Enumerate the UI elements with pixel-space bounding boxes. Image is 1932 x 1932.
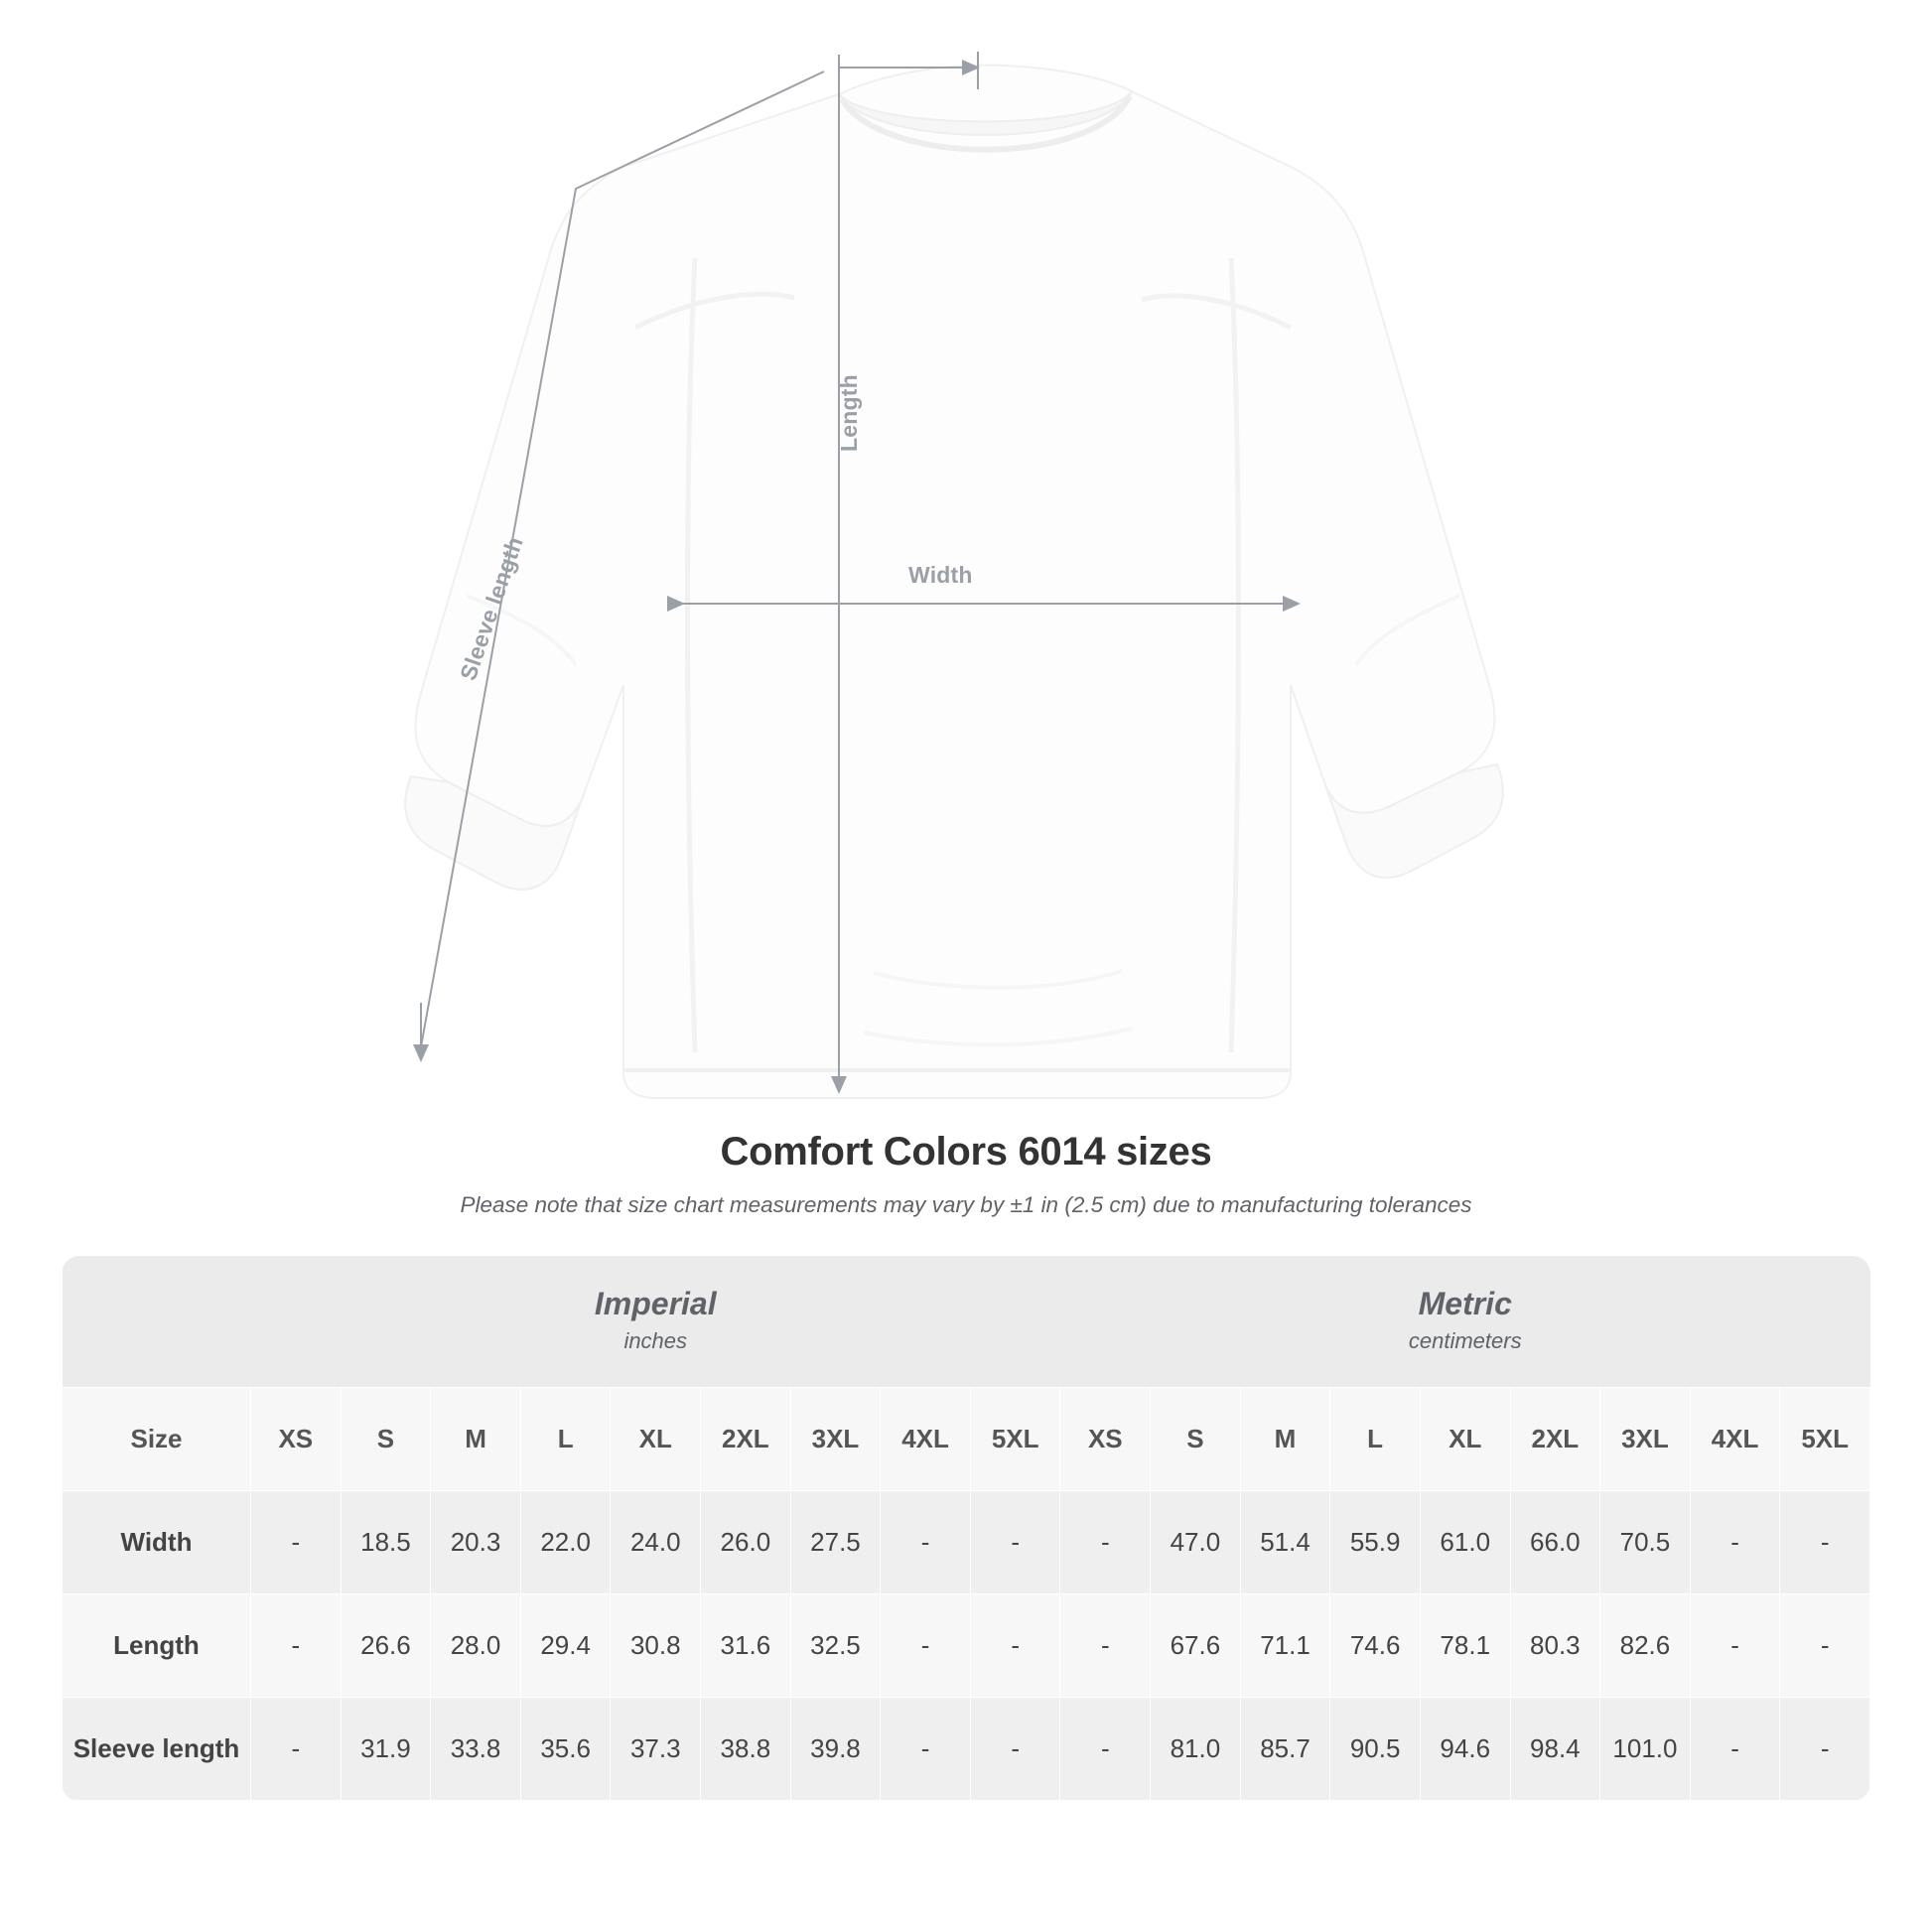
cell: 85.7: [1240, 1697, 1330, 1800]
cell: -: [881, 1593, 971, 1697]
cell: 70.5: [1600, 1490, 1691, 1593]
size-column-label: Size: [63, 1387, 251, 1490]
header-metric-4xl: 4XL: [1690, 1387, 1780, 1490]
cell: -: [1780, 1697, 1870, 1800]
cell: 66.0: [1510, 1490, 1600, 1593]
cell: 27.5: [790, 1490, 881, 1593]
cell: 90.5: [1330, 1697, 1421, 1800]
header-metric-s: S: [1151, 1387, 1241, 1490]
length-label: Length: [836, 374, 862, 452]
cell: 26.6: [341, 1593, 431, 1697]
cell: -: [1690, 1697, 1780, 1800]
cell: -: [251, 1593, 342, 1697]
cell: -: [881, 1490, 971, 1593]
heading-block: [0, 1130, 1932, 1218]
header-imperial-5xl: 5XL: [970, 1387, 1060, 1490]
header-metric-xl: XL: [1420, 1387, 1510, 1490]
unit-metric-sub: centimeters: [1408, 1328, 1522, 1354]
cell: 101.0: [1600, 1697, 1691, 1800]
cell: -: [251, 1697, 342, 1800]
cell: -: [970, 1697, 1060, 1800]
cell: 98.4: [1510, 1697, 1600, 1800]
cell: 24.0: [611, 1490, 701, 1593]
cell: -: [251, 1490, 342, 1593]
row-label-length: Length: [63, 1593, 251, 1697]
cell: -: [970, 1593, 1060, 1697]
cell: 20.3: [431, 1490, 521, 1593]
cell: 39.8: [790, 1697, 881, 1800]
cell: -: [1780, 1593, 1870, 1697]
cell: 33.8: [431, 1697, 521, 1800]
unit-metric: [1060, 1256, 1870, 1387]
cell: 94.6: [1420, 1697, 1510, 1800]
cell: 29.4: [520, 1593, 611, 1697]
cell: 47.0: [1151, 1490, 1241, 1593]
header-imperial-s: S: [341, 1387, 431, 1490]
cell: 26.0: [701, 1490, 791, 1593]
cell: 18.5: [341, 1490, 431, 1593]
cell: 32.5: [790, 1593, 881, 1697]
header-imperial-l: L: [520, 1387, 611, 1490]
cell: -: [1060, 1490, 1151, 1593]
header-metric-xs: XS: [1060, 1387, 1151, 1490]
cell: -: [1060, 1593, 1151, 1697]
row-label-width: Width: [63, 1490, 251, 1593]
cell: 55.9: [1330, 1490, 1421, 1593]
header-metric-2xl: 2XL: [1510, 1387, 1600, 1490]
cell: 35.6: [520, 1697, 611, 1800]
header-metric-l: L: [1330, 1387, 1421, 1490]
cell: -: [881, 1697, 971, 1800]
cell: 67.6: [1151, 1593, 1241, 1697]
header-imperial-xl: XL: [611, 1387, 701, 1490]
cell: 78.1: [1420, 1593, 1510, 1697]
table-row: [63, 1697, 1870, 1800]
cell: 31.6: [701, 1593, 791, 1697]
cell: -: [1690, 1490, 1780, 1593]
cell: 74.6: [1330, 1593, 1421, 1697]
header-imperial-xs: XS: [251, 1387, 342, 1490]
size-table: [62, 1256, 1870, 1801]
header-imperial-3xl: 3XL: [790, 1387, 881, 1490]
cell: 82.6: [1600, 1593, 1691, 1697]
cell: -: [970, 1490, 1060, 1593]
unit-imperial-title: Imperial: [594, 1286, 717, 1322]
header-metric-m: M: [1240, 1387, 1330, 1490]
cell: 37.3: [611, 1697, 701, 1800]
size-table-body: [63, 1256, 1870, 1800]
header-imperial-4xl: 4XL: [881, 1387, 971, 1490]
cell: -: [1060, 1697, 1151, 1800]
unit-imperial: [251, 1256, 1060, 1387]
cell: -: [1690, 1593, 1780, 1697]
header-metric-3xl: 3XL: [1600, 1387, 1691, 1490]
sleeve-length-label: Sleeve length: [455, 533, 528, 684]
unit-imperial-sub: inches: [623, 1328, 688, 1354]
header-imperial-m: M: [431, 1387, 521, 1490]
cell: 30.8: [611, 1593, 701, 1697]
table-row: [63, 1490, 1870, 1593]
tolerance-note: Please note that size chart measurements may vary by ±1 in (2.5 cm) due to manufacturing tolerances: [460, 1192, 1472, 1217]
unit-header-row: [63, 1256, 1870, 1387]
page-title: Comfort Colors 6014 sizes: [720, 1130, 1212, 1173]
cell: 71.1: [1240, 1593, 1330, 1697]
header-metric-5xl: 5XL: [1780, 1387, 1870, 1490]
size-header-row: [63, 1387, 1870, 1490]
cell: 38.8: [701, 1697, 791, 1800]
row-label-sleeve-length: Sleeve length: [63, 1697, 251, 1800]
cell: 61.0: [1420, 1490, 1510, 1593]
cell: 80.3: [1510, 1593, 1600, 1697]
cell: 28.0: [431, 1593, 521, 1697]
cell: 31.9: [341, 1697, 431, 1800]
width-label: Width: [908, 562, 973, 588]
unit-metric-title: Metric: [1418, 1286, 1512, 1322]
cell: 22.0: [520, 1490, 611, 1593]
header-imperial-2xl: 2XL: [701, 1387, 791, 1490]
cell: 51.4: [1240, 1490, 1330, 1593]
cell: 81.0: [1151, 1697, 1241, 1800]
unit-spacer: [63, 1256, 251, 1387]
cell: -: [1780, 1490, 1870, 1593]
table-row: [63, 1593, 1870, 1697]
size-table-wrapper: [62, 1256, 1870, 1801]
